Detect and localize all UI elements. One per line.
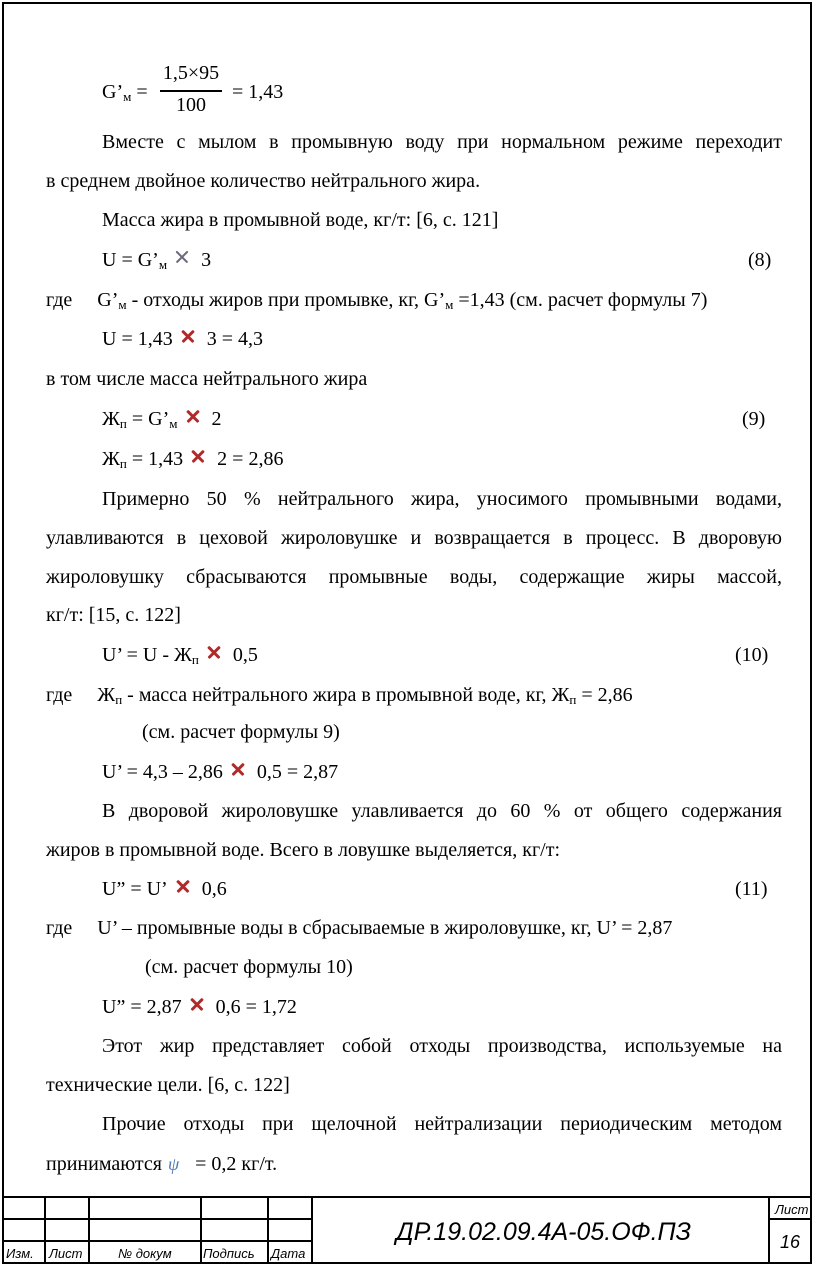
- where10: где $Ж_п$ - масса нейтрального жира в промывной воде, кг, $Ж_п = 2,86$: [46, 684, 633, 707]
- multiply-icon: [176, 879, 190, 893]
- p5-line2: жиров в промывной воде. Всего в ловушке выделяется, кг/т:: [46, 839, 561, 861]
- p2: Масса жира в промывной воде, кг/т: [6, с. 121]: [102, 209, 499, 231]
- p4-line2: улавливаются в цеховой жироловушке и возвращается в процесс. В дворовую: [46, 527, 782, 549]
- eq8-number: (8): [748, 249, 772, 271]
- calc10: U’ = 4,3 – 2,86 0,5 = 2,87: [102, 761, 339, 783]
- p7-line1: Прочие отходы при щелочной нейтрализации периодическим методом: [102, 1113, 782, 1135]
- p4-line4: кг/т: [15, с. 122]: [46, 604, 181, 626]
- calc8: U = 1,43 3 = 4,3: [102, 328, 264, 350]
- stamp-izm-label: Изм.: [6, 1246, 34, 1261]
- multiply-icon: [186, 409, 200, 423]
- calc9: $Ж_п = 1,43$ 2 = 2,86: [102, 448, 284, 471]
- p5-line1: В дворовой жироловушке улавливается до 60 % от общего содержания: [102, 800, 782, 822]
- formula-gm-result: = 1,43: [232, 81, 284, 103]
- p3: в том числе масса нейтрального жира: [46, 368, 368, 390]
- multiply-icon: [207, 645, 221, 659]
- eq10-number: (10): [735, 644, 769, 666]
- calc11: U” = 2,87 0,6 = 1,72: [102, 996, 297, 1018]
- formula-gm-denominator: 100: [176, 94, 206, 116]
- multiply-icon: [190, 997, 204, 1011]
- fraction-bar: [160, 90, 222, 92]
- stamp-sheet-label: Лист: [775, 1202, 809, 1217]
- p4-line1: Примерно 50 % нейтрального жира, уносимого промывными водами,: [102, 488, 782, 510]
- p4-line3: жироловушку сбрасываются промывные воды, содержащие жиры массой,: [46, 566, 782, 588]
- where8: где $G’_м$ - отходы жиров при промывке, кг, $G’_м =1,43$ (см. расчет формулы 7): [46, 289, 708, 312]
- where10-line2: (см. расчет формулы 9): [142, 721, 340, 743]
- p1-line2: в среднем двойное количество нейтрального жира.: [46, 170, 481, 192]
- sheet-number: 16: [780, 1232, 801, 1252]
- eq9: $Ж_п$ = $G’_м$ 2: [102, 408, 222, 431]
- eq9-number: (9): [742, 408, 766, 430]
- multiply-icon: [191, 449, 205, 463]
- document-code: ДР.19.02.09.4А-05.ОФ.ПЗ: [396, 1218, 691, 1246]
- where11: где U’ – промывные воды в сбрасываемые в жироловушке, кг, U’ = 2,87: [46, 917, 673, 939]
- eq10: U’ = U - $Ж_п$ 0,5: [102, 644, 258, 667]
- p6-line1: Этот жир представляет собой отходы производства, используемые на: [102, 1035, 782, 1057]
- formula-gm-lhs: $G’_м$ =: [102, 81, 148, 104]
- p1-line1: Вместе с мылом в промывную воду при нормальном режиме переходит: [102, 131, 782, 153]
- eq11: U” = U’ 0,6: [102, 878, 227, 900]
- where11-line2: (см. расчет формулы 10): [145, 956, 353, 978]
- stamp-list-label: Лист: [49, 1246, 83, 1261]
- eq11-number: (11): [735, 878, 768, 900]
- multiply-icon: [175, 250, 189, 264]
- formula-gm-numerator: 1,5×95: [162, 62, 220, 84]
- p7-line2: принимаются ψ = 0,2 кг/т.: [46, 1153, 278, 1175]
- psi-symbol-icon: ψ: [167, 1154, 180, 1174]
- stamp-dokum-label: № докум: [118, 1246, 172, 1261]
- multiply-icon: [181, 329, 195, 343]
- stamp-data-label: Дата: [271, 1246, 306, 1261]
- eq8: $U = G’_м$ 3: [102, 249, 212, 272]
- p6-line2: технические цели. [6, с. 122]: [46, 1074, 290, 1096]
- stamp-podpis-label: Подпись: [203, 1246, 255, 1261]
- title-block: [2, 1196, 812, 1264]
- multiply-icon: [231, 762, 245, 776]
